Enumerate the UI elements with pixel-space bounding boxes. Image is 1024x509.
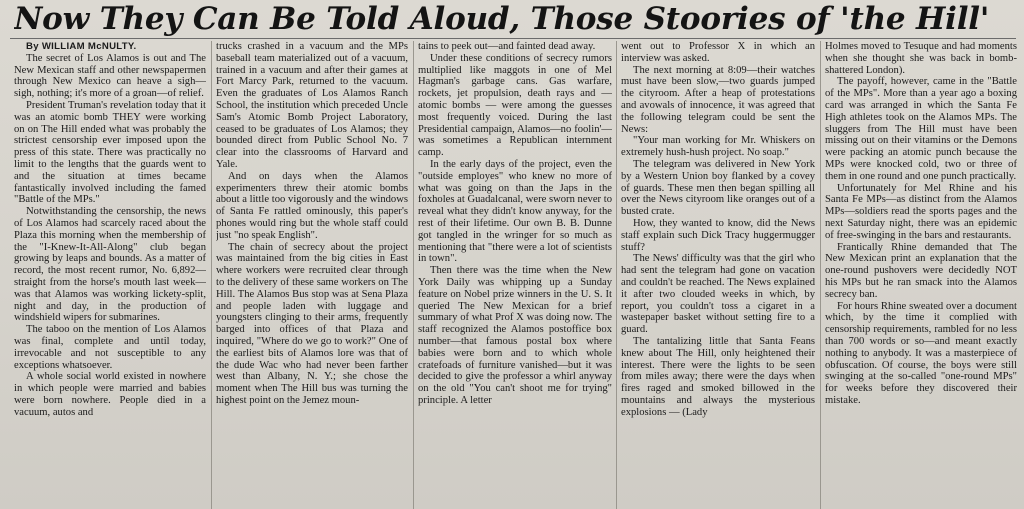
paragraph: President Truman's revelation today that it was an atomic bomb THEY were working on on The Hill ended what was probably the strictest censorship ever imposed upon the press of this state. There was practically no limit to the lengths that the guards went to and the situation at times became fantastically involved including the famed "Battle of the MPs." <box>14 99 206 206</box>
paragraph: Then there was the time when the New York Daily was whipping up a Sunday feature on Nobel prize winners in the U. S. It queried The New Mexican for a brief summary of what Prof X was doing now. The staff recognized the Alamos postoffice box number—that famous postal box where babies were born and to which whole cratefoads of furniture vanished—but it was decided to give the professor a whirl anyway on the old "You can't shoot me for trying" principle. A letter <box>418 265 612 406</box>
paragraph: How, they wanted to know, did the News staff explain such Dick Tracy huggermugger stuff? <box>621 217 815 253</box>
column-divider <box>820 41 821 509</box>
paragraph: The secret of Los Alamos is out and The New Mexican staff and other newspapermen through New Mexico can heave a sigh—sigh, nothing; it's more of a groan—of relief. <box>14 52 206 100</box>
paragraph: The telegram was delivered in New York by a Western Union boy flanked by a covey of guards. These men then began spilling all over the News cityroom like oranges out of a busted crate. <box>621 158 815 218</box>
article-column-4 <box>621 41 815 509</box>
paragraph: For hours Rhine sweated over a document which, by the time it complied with censorship requirements, rambled for no less than 700 words or so—and meant exactly nothing to anybody. It was a masterpiece of obfuscation. Of course, the boys were still swinging at the so-called "one-round MPs" for weeks before they discovered their mistake. <box>825 300 1017 406</box>
headline-rule <box>10 38 1016 39</box>
paragraph: "Your man working for Mr. Whiskers on extremely hush-hush project. No soap." <box>621 135 815 159</box>
column-divider <box>413 41 414 509</box>
paragraph: tains to peek out—and fainted dead away. <box>418 41 596 52</box>
paragraph: The next morning at 8:09—their watches must have been slow,—two guards jumped the cityroom. After a heap of protestations and avowals of innocence, it was agreed that the following telegram could be sent the News: <box>621 64 815 135</box>
article-column-1 <box>14 41 206 509</box>
paragraph: Unfortunately for Mel Rhine and his Santa Fe MPs—as distinct from the Alamos MPs—soldiers read the sports pages and the next Saturday night, there was an epidemic of free-swinging in the bars and restaurants. <box>825 182 1017 241</box>
paragraph: Notwithstanding the censorship, the news of Los Alamos had scarcely raced about the Plaza this morning when the membership of the "I-Knew-It-All-Along" club began growing by leaps and bounds. As a matter of record, the most recent rumor, No. 6,892—straight from the horse's mouth last week—was that Alamos was working lickety-split, night and day, in the production of windshield wipers for submarines. <box>14 206 206 324</box>
paragraph: The payoff, however, came in the "Battle of the MPs". More than a year ago a boxing card was arranged in which the Santa Fe High athletes took on the Alamos MPs. The sluggers from The Hill must have been missing out on their vitamins or the Demons were packing an atomic punch because the MPs were knocked cold, two or three of them in one round and one punch practically. <box>825 76 1017 182</box>
headline: Now They Can Be Told Aloud, Those Stoories of 'the Hill' <box>14 1 990 37</box>
paragraph: The taboo on the mention of Los Alamos was final, complete and until today, irrevocable and not susceptible to any exceptions whatsoever. <box>14 324 206 371</box>
article-column-5 <box>825 41 1017 509</box>
paragraph: And on days when the Alamos experimenters threw their atomic bombs about a little too vigorously and the windows of Santa Fe rattled ominously, this paper's phones would ring but the whole staff could just "no speak English". <box>216 170 408 241</box>
article-column-2 <box>216 41 408 509</box>
paragraph: trucks crashed in a vacuum and the MPs baseball team materialized out of a vacuum, trained in a vacuum and after their games at Fort Marcy Park, returned to the vacuum. Even the graduates of Los Alamos Ranch School, the institution which preceded Uncle Sam's Atomic Bomb Project Laboratory, ceased to be graduates of Los Alamos; they bounded direct from Public School No. 7 clear into the classrooms of Harvard and Yale. <box>216 41 408 170</box>
paragraph: Holmes moved to Tesuque and had moments when she thought she was back in bomb-shattered London). <box>825 41 1017 76</box>
paragraph: In the early days of the project, even the "outside employes" who knew no more of what was going on than the Japs in the foxholes at Guadalcanal, were sworn never to reveal what they didn't know anyway, for the rest of their lifetime. Our own B. B. Dunne got tangled in the wringer for so much as mentioning that "there were a lot of scientists in town". <box>418 158 612 265</box>
paragraph: The tantalizing little that Santa Feans knew about The Hill, only heightened their interest. There were the lights to be seen from miles away; there were the days when fires raged and smoked billowed in the mountains and always the mysterious explosions — (Lady <box>621 335 815 418</box>
column-divider <box>211 41 212 509</box>
article-column-3 <box>418 41 612 509</box>
paragraph: went out to Professor X in which an interview was asked. <box>621 41 815 64</box>
paragraph: Under these conditions of secrecy rumors multiplied like maggots in one of Mel Hagman's garbage cans. Gas warfare, rockets, jet propulsion, death rays and — atomic bombs — were among the guesses most frequently voiced. During the last Presidential campaign, Alamos—no foolin'—was sometimes a Republican internment camp. <box>418 52 612 159</box>
paragraph: Frantically Rhine demanded that The New Mexican print an explanation that the one-round pushovers were decidedly NOT his MPs but he ran smack into the Alamos secrecy ban. <box>825 241 1017 300</box>
paragraph: The News' difficulty was that the girl who had sent the telegram had gone on vacation and couldn't be reached. The News explained it after two clouded weeks in which, by report, you couldn't toss a cigaret in a wastepaper basket without setting fire to a guard. <box>621 253 815 336</box>
paragraph: A whole social world existed in nowhere in which people were married and babies were born nowhere. People died in a vacuum, autos and <box>14 371 206 418</box>
byline: By WILLIAM McNULTY. <box>26 41 137 52</box>
column-divider <box>616 41 617 509</box>
paragraph: The chain of secrecy about the project was maintained from the big cities in East where workers were recruited clear through to the delivery of these same workers on The Hill. The Alamos Bus stop was at Sena Plaza and people laden with luggage and youngsters clinging to their arms, frequently barged into offices of that Plaza and inquired, "Where do we go to work?" One of the earliest bits of Alamos lore was that of the dude Wac who had never been farther west than Albany, N. Y.; she chose the moment when The Hill bus was turning the highest point on the Jemez moun- <box>216 241 408 406</box>
